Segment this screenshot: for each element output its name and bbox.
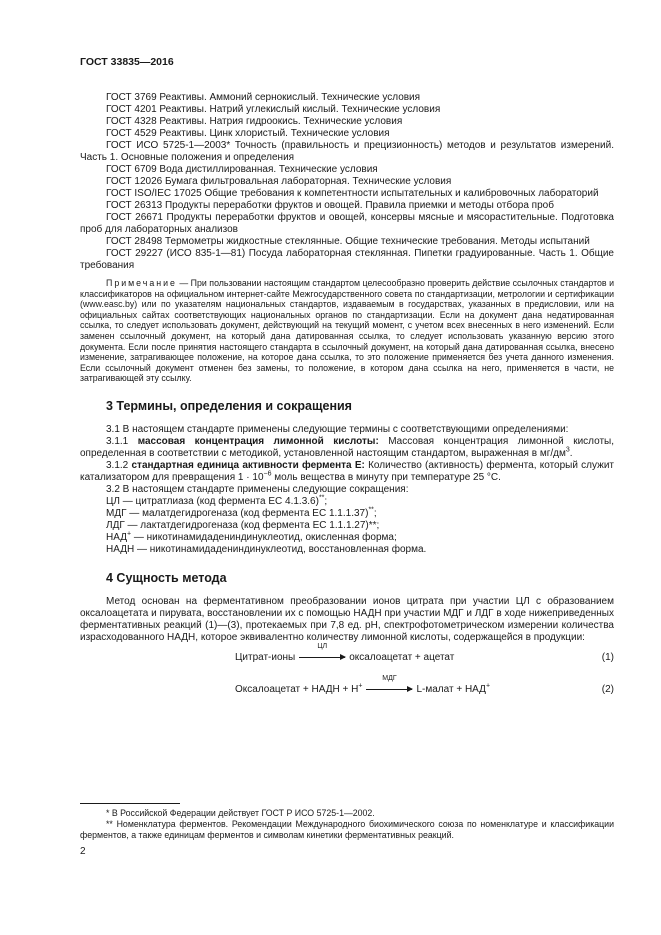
document-body xyxy=(80,92,614,702)
section-3-2: 3.2 В настоящем стандарте применены следующие сокращения: xyxy=(106,483,409,495)
equation-2 xyxy=(80,674,614,702)
abbreviation-item: МДГ — малатдегидрогеназа (код фермента ЕС 1.1.1.37)**; xyxy=(106,506,377,519)
footnote-item: * В Российской Федерации действует ГОСТ Р ИСО 5725-1—2002. xyxy=(106,808,375,818)
equation-number: (2) xyxy=(601,683,614,695)
term-name: стандартная единица активности фермента Е: xyxy=(131,459,365,471)
equation-number: (1) xyxy=(601,651,614,663)
normative-references xyxy=(80,92,614,272)
abbreviations-list xyxy=(80,496,614,556)
enzyme-label: ЦЛ xyxy=(317,642,328,650)
reference-item: ГОСТ ISO/IEC 17025 Общие требования к компетентности испытательных и калибровочных лабораторий xyxy=(106,188,599,199)
reaction-arrow-icon xyxy=(366,674,412,696)
equation-right: L-малат + НАД+ xyxy=(416,682,491,695)
section-3-1: 3.1 В настоящем стандарте применены следующие термины с соответствующими определениями: xyxy=(106,423,569,435)
abbreviation-item: ЛДГ — лактатдегидрогеназа (код фермента ЕС 1.1.1.27)**; xyxy=(106,519,380,531)
section-4-title: 4 Сущность метода xyxy=(106,570,227,585)
document-header: ГОСТ 33835—2016 xyxy=(80,56,174,68)
reference-item: ГОСТ 28498 Термометры жидкостные стеклянные. Общие технические требования. Методы испытаний xyxy=(106,236,590,247)
reference-item: ГОСТ 4201 Реактивы. Натрий углекислый кислый. Технические условия xyxy=(106,104,441,115)
reference-item: ГОСТ 26671 Продукты переработки фруктов и овощей, консервы мясные и мясорастительные. Подготовка проб для лабораторных анализов xyxy=(80,212,614,235)
reference-item: ГОСТ 29227 (ИСО 835-1—81) Посуда лабораторная стеклянная. Пипетки градуированные. Часть 1. Общие требования xyxy=(80,248,614,271)
reference-item: ГОСТ 4529 Реактивы. Цинк хлористый. Технические условия xyxy=(106,128,390,139)
term-citric-acid: 3.1.1 массовая концентрация лимонной кислоты: Массовая концентрация лимонной кислоты, определенная в соответствии с методикой, установленной настоящим стандартом, выраженная в $мг/дм^3$. xyxy=(80,435,614,459)
reference-item: ГОСТ 12026 Бумага фильтровальная лабораторная. Технические условия xyxy=(106,176,452,187)
reference-item: ГОСТ 4328 Реактивы. Натрия гидроокись. Технические условия xyxy=(106,116,403,127)
enzyme-label: МДГ xyxy=(382,674,397,682)
note-block xyxy=(80,278,614,384)
section-4-text: Метод основан на ферментативном преобразовании ионов цитрата при участии ЦЛ с образованием оксалоацетата и пирувата, восстановлении их с помощью НАДН при участии МДГ и ЛДГ в ходе нижеприведенных ферментативных реакций (1)—(3), протекаемых при 7,8 ед. рН, спектрофотометрическом измерении количества израсходованного НАДН, которое эквивалентно количеству лимонной кислоты, содержащейся в продукции: xyxy=(80,595,614,643)
page-number: 2 xyxy=(80,846,86,857)
abbreviation-item: НАД+ — никотинамидадениндинуклеотид, окисленная форма; xyxy=(106,530,397,543)
abbreviation-item: ЦЛ — цитратлиаза (код фермента ЕС 4.1.3.6)**; xyxy=(106,494,328,507)
equation-left: Цитрат-ионы xyxy=(235,651,296,663)
reference-item: ГОСТ 3769 Реактивы. Аммоний сернокислый. Технические условия xyxy=(106,92,421,103)
equation-right: оксалоацетат + ацетат xyxy=(349,651,455,663)
reference-item: ГОСТ 26313 Продукты переработки фруктов и овощей. Правила приемки и методы отбора проб xyxy=(106,200,554,211)
reaction-arrow-icon xyxy=(299,642,345,664)
reference-item: ГОСТ 6709 Вода дистиллированная. Технические условия xyxy=(106,164,378,175)
footnote-item: ** Номенклатура ферментов. Рекомендации Международного биохимического союза по номенклатуре и классификации ферментов, а также единицам ферментов и символам кинетики ферментативных реакций. xyxy=(80,819,614,840)
section-3-title: 3 Термины, определения и сокращения xyxy=(106,398,352,413)
term-enzyme-unit: 3.1.2 стандартная единица активности фермента Е: Количество (активность) фермента, который служит катализатором для превращения $1 \cdot 10^{-6}$ моль вещества в минуту при температуре 25 °С. xyxy=(80,459,614,483)
note-text: — При пользовании настоящим стандартом целесообразно проверить действие ссылочных стандартов и классификаторов на официальном интернет-сайте Межгосударственного совета по стандартизации, метрологии и сертификации (www.easc.by) или по указателям национальных стандартов, издаваемым в государствах, указанных в предисловии, или на официальных сайтах соответствующих национальных органов по стандартизации. Если на документ дана недатированная ссылка, то следует использовать документ, действующий на текущий момент, с учетом всех внесенных в него изменений. Если заменен ссылочный документ, на который дана датированная ссылка, то следует использовать указанную версию этого документа. Если после принятия настоящего стандарта в ссылочный документ, на который дана датированная ссылка, внесено изменение, затрагивающее положение, на которое дана ссылка, то это положение применяется без учета данного изменения. Если ссылочный документ отменен без замены, то положение, в котором дана ссылка на него, применяется в части, не затрагивающей эту ссылку. xyxy=(80,278,614,384)
abbreviation-item: НАДН — никотинамидадениндинуклеотид, восстановленная форма. xyxy=(106,543,427,555)
reference-item: ГОСТ ИСО 5725-1—2003* Точность (правильность и прецизионность) методов и результатов измерений. Часть 1. Основные положения и определения xyxy=(80,140,614,163)
equation-left: Оксалоацетат + НАДН + Н+ xyxy=(235,682,363,695)
footnotes xyxy=(80,808,614,841)
equation-1 xyxy=(80,642,614,670)
term-name: массовая концентрация лимонной кислоты: xyxy=(137,435,379,447)
note-label: Примечание xyxy=(106,278,177,288)
footnote-divider xyxy=(80,803,180,804)
